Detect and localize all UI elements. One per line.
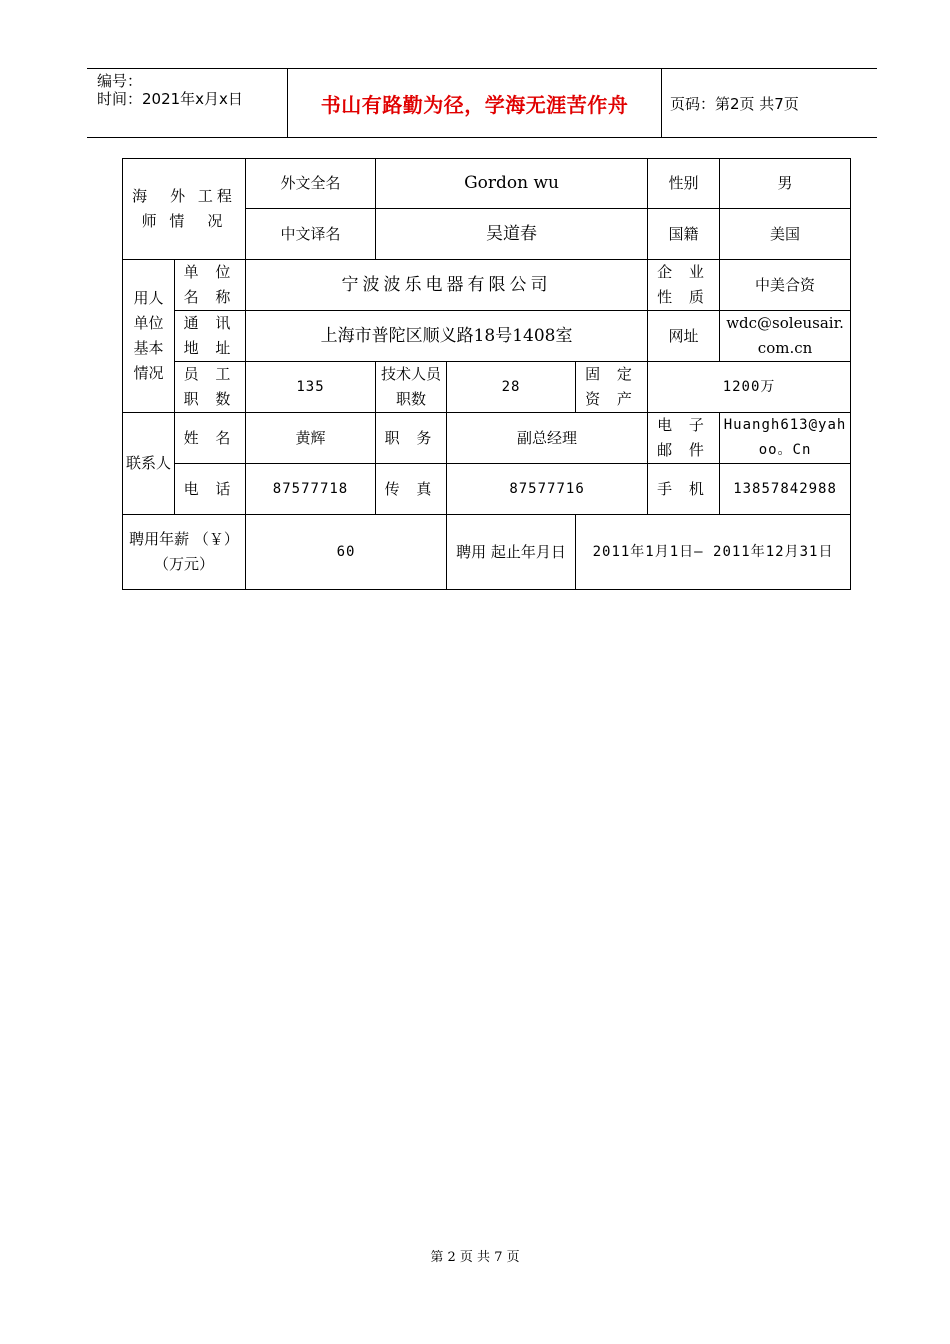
gender-label: 性别 — [648, 159, 720, 209]
period-value: 2011年1月1日— 2011年12月31日 — [576, 515, 851, 590]
fixed-assets-label: 固 定 资 产 — [576, 362, 648, 413]
motto-text: 书山有路勤为径，学海无涯苦作舟 — [320, 92, 629, 117]
contact-section-label: 联系人 — [123, 413, 175, 515]
mobile-value: 13857842988 — [720, 464, 851, 515]
page-info-text: 页码：第2页 共7页 — [670, 94, 799, 113]
company-type-label: 企 业 性 质 — [648, 260, 720, 311]
header-motto-cell — [288, 69, 662, 137]
address-label: 通 讯 地 址 — [175, 311, 246, 362]
tech-staff-value: 28 — [447, 362, 576, 413]
company-name-label: 单 位 名 称 — [175, 260, 246, 311]
contact-name-value: 黄辉 — [246, 413, 376, 464]
staff-count-label: 员 工 职 数 — [175, 362, 246, 413]
employer-section-label: 用人 单位 基本 情况 — [123, 260, 175, 413]
website-value: wdc@soleusair.com.cn — [720, 311, 851, 362]
nationality-label: 国籍 — [648, 209, 720, 260]
page-header — [87, 68, 877, 138]
header-meta — [87, 69, 288, 137]
document-time: 时间：2021年x月x日 — [97, 90, 243, 108]
fax-value: 87577716 — [447, 464, 648, 515]
salary-label: 聘用年薪 （￥） （万元） — [123, 515, 246, 590]
document-number-label: 编号： — [97, 72, 143, 90]
mobile-label: 手 机 — [648, 464, 720, 515]
email-value: Huangh613@yahoo。Cn — [720, 413, 851, 464]
nationality-value: 美国 — [720, 209, 851, 260]
header-page-info — [662, 69, 877, 137]
foreign-name-label: 外文全名 — [246, 159, 376, 209]
engineer-info-table — [122, 158, 851, 590]
page-footer: 第 2 页 共 7 页 — [430, 1250, 520, 1265]
contact-name-label: 姓 名 — [175, 413, 246, 464]
tech-staff-label: 技术人员职数 — [376, 362, 447, 413]
position-label: 职 务 — [376, 413, 447, 464]
phone-label: 电 话 — [175, 464, 246, 515]
staff-count-value: 135 — [246, 362, 376, 413]
company-name-value: 宁波波乐电器有限公司 — [246, 260, 648, 311]
fax-label: 传 真 — [376, 464, 447, 515]
company-type-value: 中美合资 — [720, 260, 851, 311]
salary-value: 60 — [246, 515, 447, 590]
chinese-name-label: 中文译名 — [246, 209, 376, 260]
engineer-section-label: 海 外 工程师 情 况 — [123, 159, 246, 260]
phone-value: 87577718 — [246, 464, 376, 515]
period-label: 聘用 起止年月日 — [447, 515, 576, 590]
foreign-name-value: Gordon wu — [376, 159, 648, 209]
gender-value: 男 — [720, 159, 851, 209]
email-label: 电 子 邮 件 — [648, 413, 720, 464]
website-label: 网址 — [648, 311, 720, 362]
address-value: 上海市普陀区顺义路18号1408室 — [246, 311, 648, 362]
fixed-assets-value: 1200万 — [648, 362, 851, 413]
position-value: 副总经理 — [447, 413, 648, 464]
chinese-name-value: 吴道春 — [376, 209, 648, 260]
